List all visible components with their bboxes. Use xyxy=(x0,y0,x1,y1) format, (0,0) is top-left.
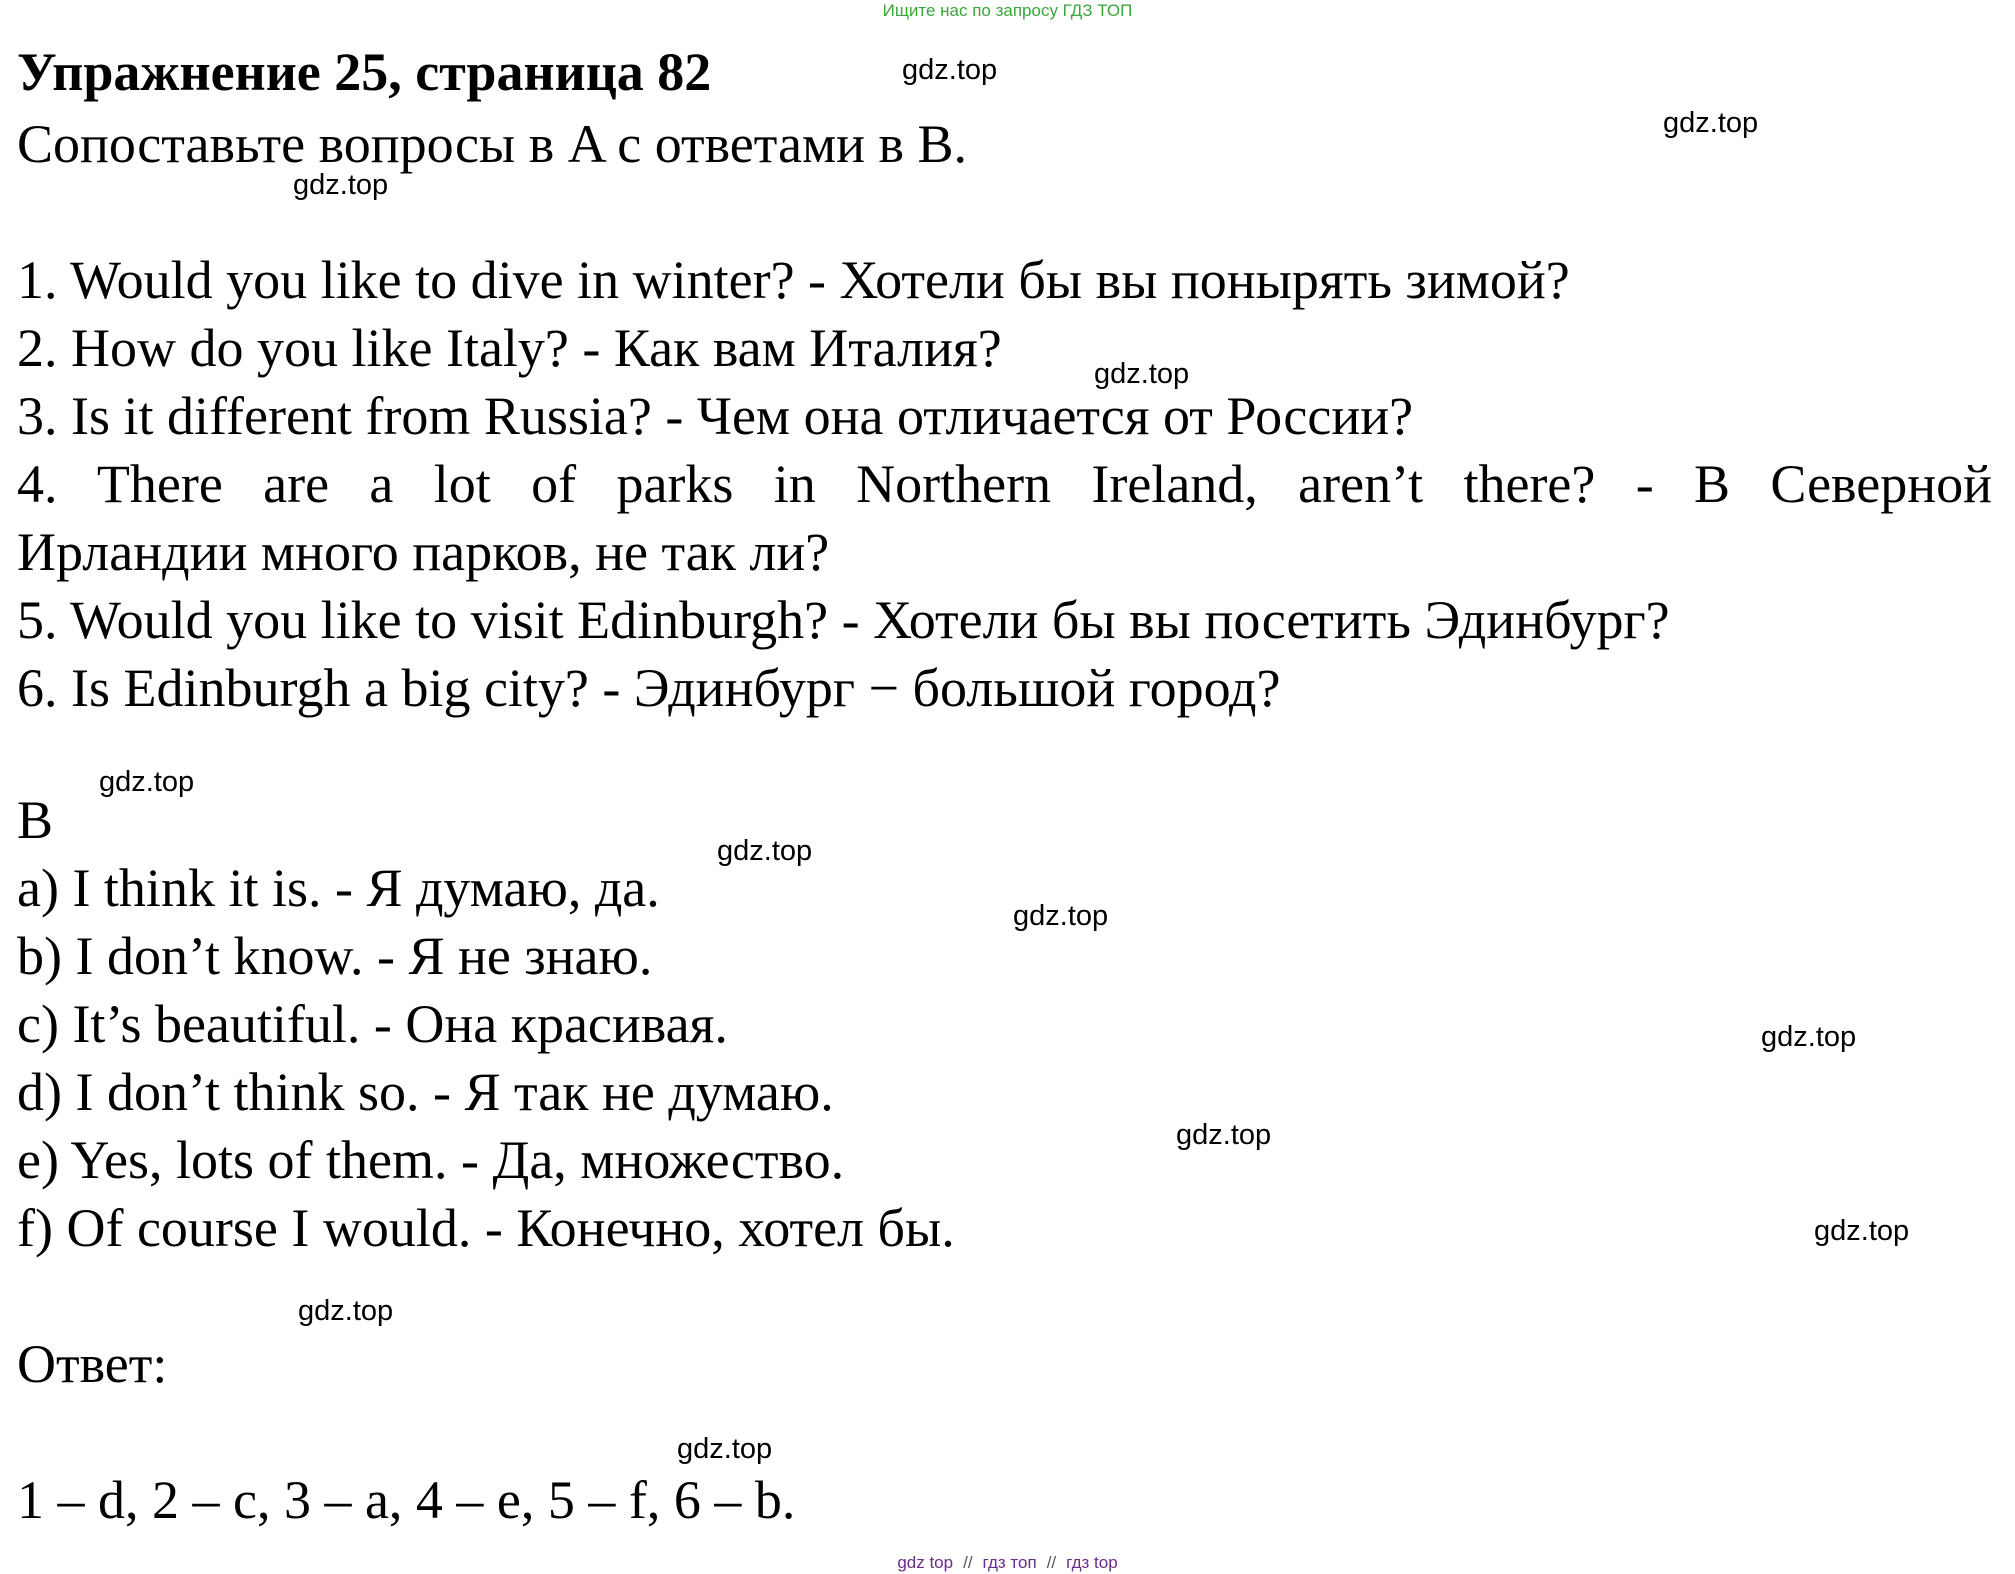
footer-separator: // xyxy=(1046,1553,1057,1572)
question-line: 6. Is Edinburgh a big city? - Эдинбург − большой город? xyxy=(17,658,1281,718)
answer-option: c) It’s beautiful. - Она красивая. xyxy=(17,994,728,1054)
watermark: gdz.top xyxy=(293,169,389,201)
question-line: 2. How do you like Italy? - Как вам Италия? xyxy=(17,318,1002,378)
watermark: gdz.top xyxy=(902,54,998,86)
question-line: 1. Would you like to dive in winter? - Хотели бы вы понырять зимой? xyxy=(17,250,1570,310)
answer-option: b) I don’t know. - Я не знаю. xyxy=(17,926,653,986)
footer-part: гдз top xyxy=(1066,1553,1118,1572)
watermark: gdz.top xyxy=(99,766,195,798)
answer-option: a) I think it is. - Я думаю, да. xyxy=(17,858,660,918)
watermark: gdz.top xyxy=(1094,358,1190,390)
watermark: gdz.top xyxy=(1176,1119,1272,1151)
watermark: gdz.top xyxy=(298,1295,394,1327)
watermark: gdz.top xyxy=(1013,900,1109,932)
footer-watermark xyxy=(0,1552,2015,1574)
watermark: gdz.top xyxy=(1663,107,1759,139)
section-b-label: B xyxy=(17,790,54,850)
question-line: 4. There are a lot of parks in Northern Ireland, aren’t there? - В Северной xyxy=(17,454,1992,514)
footer-separator: // xyxy=(963,1553,973,1572)
page-title: Упражнение 25, страница 82 xyxy=(17,42,712,102)
question-line: 3. Is it different from Russia? - Чем она отличается от России? xyxy=(17,386,1414,446)
watermark: gdz.top xyxy=(1814,1215,1910,1247)
answer-option: d) I don’t think so. - Я так не думаю. xyxy=(17,1062,834,1122)
question-line: 5. Would you like to visit Edinburgh? - Хотели бы вы посетить Эдинбург? xyxy=(17,590,1670,650)
answer-option: f) Of course I would. - Конечно, хотел бы. xyxy=(17,1198,955,1258)
search-banner: Ищите нас по запросу ГДЗ ТОП xyxy=(882,1,1133,20)
answer-label: Ответ: xyxy=(17,1334,168,1394)
question-line-continuation: Ирландии много парков, не так ли? xyxy=(17,522,830,582)
watermark: gdz.top xyxy=(1761,1021,1857,1053)
watermark: gdz.top xyxy=(677,1433,773,1465)
watermark: gdz.top xyxy=(717,835,813,867)
footer-part: gdz top xyxy=(897,1553,954,1572)
answer-key: 1 – d, 2 – c, 3 – a, 4 – e, 5 – f, 6 – b. xyxy=(17,1470,796,1530)
footer-part: гдз топ xyxy=(982,1553,1037,1572)
instruction-text: Сопоставьте вопросы в A с ответами в B. xyxy=(17,114,968,174)
answer-option: e) Yes, lots of them. - Да, множество. xyxy=(17,1130,845,1190)
